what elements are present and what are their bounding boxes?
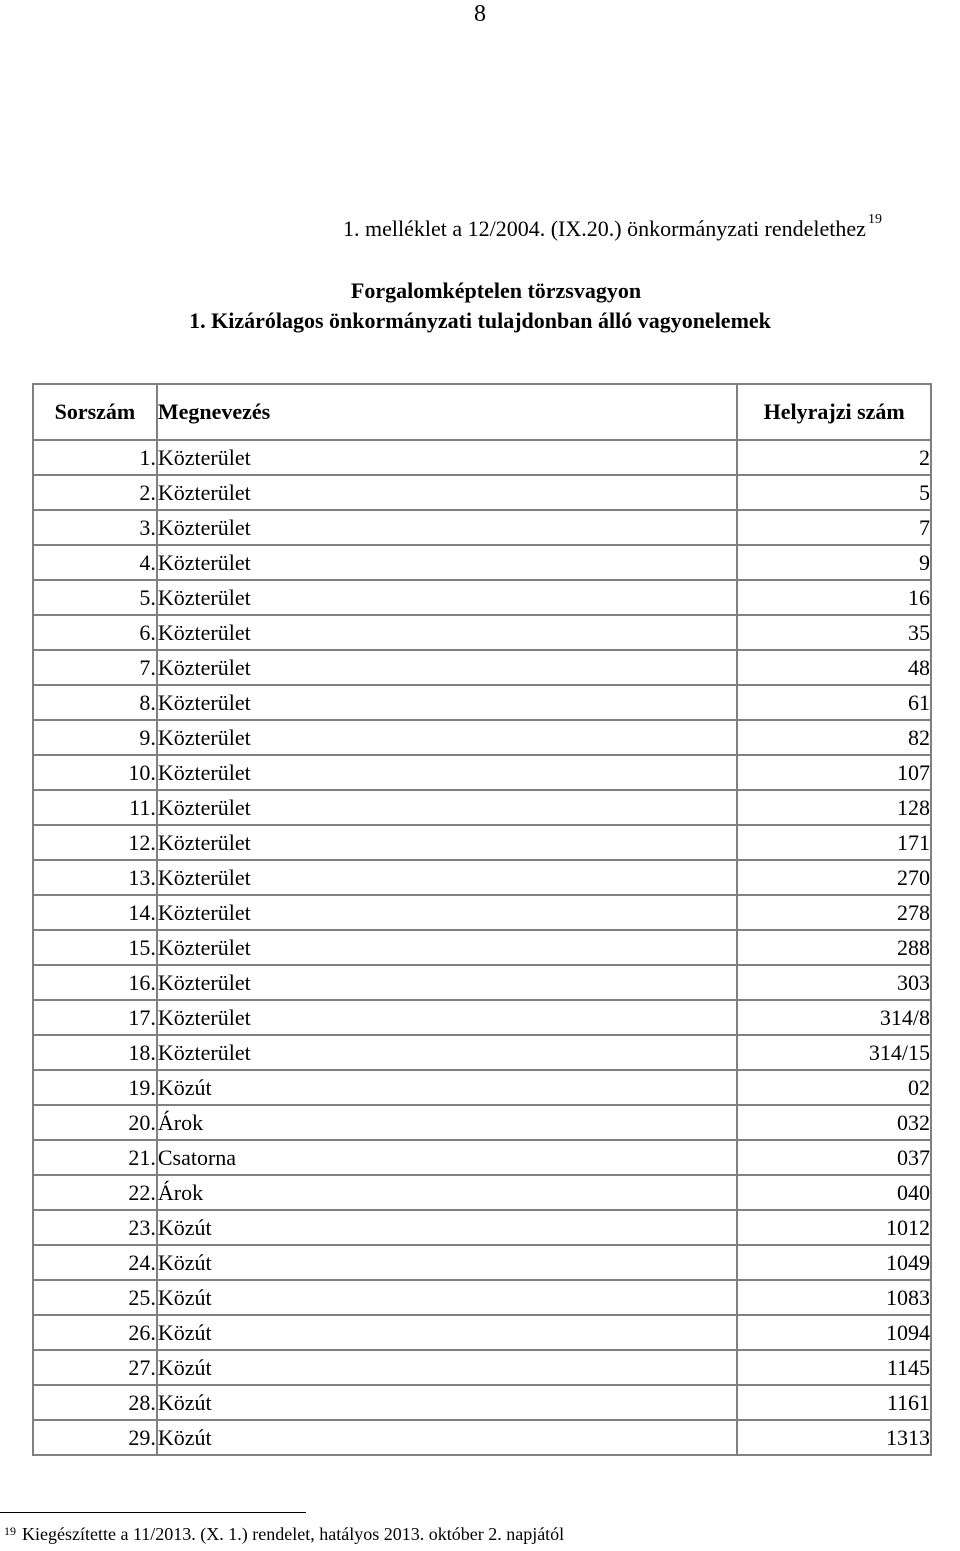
table-row — [33, 1245, 931, 1280]
table-row — [33, 1315, 931, 1350]
cell-serial: 20. — [33, 1105, 157, 1140]
table-body — [33, 440, 931, 1455]
cell-parcel: 1083 — [737, 1280, 931, 1315]
table-row — [33, 1105, 931, 1140]
footnote-number: 19 — [4, 1524, 16, 1538]
cell-parcel: 1145 — [737, 1350, 931, 1385]
table-row — [33, 1280, 931, 1315]
cell-serial: 24. — [33, 1245, 157, 1280]
table-row — [33, 440, 931, 475]
cell-name: Közterület — [157, 825, 737, 860]
table-row — [33, 930, 931, 965]
cell-name: Közterület — [157, 510, 737, 545]
cell-serial: 26. — [33, 1315, 157, 1350]
cell-name: Közterület — [157, 965, 737, 1000]
cell-serial: 2. — [33, 475, 157, 510]
cell-serial: 21. — [33, 1140, 157, 1175]
table-row — [33, 790, 931, 825]
table-row — [33, 1035, 931, 1070]
cell-name: Közút — [157, 1245, 737, 1280]
cell-name: Árok — [157, 1105, 737, 1140]
table-row — [33, 1350, 931, 1385]
table-row — [33, 895, 931, 930]
cell-name: Közút — [157, 1385, 737, 1420]
cell-parcel: 2 — [737, 440, 931, 475]
table-row — [33, 860, 931, 895]
footnote-text: Kiegészítette a 11/2013. (X. 1.) rendelet, hatályos 2013. október 2. napjától — [22, 1524, 565, 1544]
table-row — [33, 1210, 931, 1245]
cell-name: Közút — [157, 1070, 737, 1105]
table-row — [33, 685, 931, 720]
cell-serial: 15. — [33, 930, 157, 965]
cell-parcel: 61 — [737, 685, 931, 720]
cell-parcel: 1161 — [737, 1385, 931, 1420]
cell-parcel: 82 — [737, 720, 931, 755]
cell-serial: 25. — [33, 1280, 157, 1315]
cell-serial: 8. — [33, 685, 157, 720]
cell-serial: 17. — [33, 1000, 157, 1035]
cell-name: Közterület — [157, 1000, 737, 1035]
table-row — [33, 965, 931, 1000]
cell-parcel: 1012 — [737, 1210, 931, 1245]
cell-serial: 7. — [33, 650, 157, 685]
table-row — [33, 510, 931, 545]
cell-serial: 14. — [33, 895, 157, 930]
cell-serial: 3. — [33, 510, 157, 545]
table-row — [33, 580, 931, 615]
cell-name: Közút — [157, 1210, 737, 1245]
cell-name: Közterület — [157, 545, 737, 580]
cell-name: Árok — [157, 1175, 737, 1210]
cell-serial: 1. — [33, 440, 157, 475]
cell-parcel: 35 — [737, 615, 931, 650]
cell-name: Közterület — [157, 790, 737, 825]
cell-parcel: 032 — [737, 1105, 931, 1140]
table-header-row — [33, 384, 931, 440]
cell-serial: 16. — [33, 965, 157, 1000]
table-row — [33, 475, 931, 510]
table-row — [33, 1070, 931, 1105]
cell-parcel: 1313 — [737, 1420, 931, 1455]
cell-name: Közterület — [157, 930, 737, 965]
cell-serial: 22. — [33, 1175, 157, 1210]
cell-parcel: 278 — [737, 895, 931, 930]
cell-serial: 27. — [33, 1350, 157, 1385]
page-number: 8 — [474, 1, 486, 27]
cell-name: Közterület — [157, 895, 737, 930]
cell-serial: 28. — [33, 1385, 157, 1420]
column-header-parcel: Helyrajzi szám — [737, 384, 931, 440]
cell-serial: 4. — [33, 545, 157, 580]
table-row — [33, 1140, 931, 1175]
cell-serial: 23. — [33, 1210, 157, 1245]
cell-parcel: 1049 — [737, 1245, 931, 1280]
cell-parcel: 5 — [737, 475, 931, 510]
cell-serial: 10. — [33, 755, 157, 790]
cell-serial: 29. — [33, 1420, 157, 1455]
cell-name: Közút — [157, 1350, 737, 1385]
table-row — [33, 825, 931, 860]
cell-name: Közút — [157, 1420, 737, 1455]
cell-name: Közterület — [157, 755, 737, 790]
cell-name: Közterület — [157, 650, 737, 685]
asset-table — [32, 383, 932, 1456]
table-row — [33, 650, 931, 685]
cell-name: Közterület — [157, 685, 737, 720]
table-row — [33, 720, 931, 755]
table-row — [33, 1420, 931, 1455]
cell-name: Közterület — [157, 475, 737, 510]
table-row — [33, 755, 931, 790]
cell-parcel: 037 — [737, 1140, 931, 1175]
column-header-name: Megnevezés — [157, 384, 737, 440]
cell-parcel: 288 — [737, 930, 931, 965]
cell-parcel: 1094 — [737, 1315, 931, 1350]
subsection-heading: 1. Kizárólagos önkormányzati tulajdonban álló vagyonelemek — [189, 308, 771, 333]
cell-parcel: 270 — [737, 860, 931, 895]
cell-serial: 6. — [33, 615, 157, 650]
cell-parcel: 107 — [737, 755, 931, 790]
cell-parcel: 16 — [737, 580, 931, 615]
annex-title-text: 1. melléklet a 12/2004. (IX.20.) önkormányzati rendelethez — [343, 216, 866, 241]
table-row — [33, 1385, 931, 1420]
column-header-serial: Sorszám — [33, 384, 157, 440]
table-row — [33, 1000, 931, 1035]
cell-serial: 11. — [33, 790, 157, 825]
cell-parcel: 040 — [737, 1175, 931, 1210]
cell-parcel: 9 — [737, 545, 931, 580]
section-heading: Forgalomképtelen törzsvagyon — [350, 278, 642, 303]
footnote — [4, 1524, 564, 1545]
cell-parcel: 7 — [737, 510, 931, 545]
cell-parcel: 48 — [737, 650, 931, 685]
cell-parcel: 314/15 — [737, 1035, 931, 1070]
cell-serial: 5. — [33, 580, 157, 615]
cell-serial: 12. — [33, 825, 157, 860]
annex-title — [343, 212, 882, 242]
table-row — [33, 545, 931, 580]
cell-name: Csatorna — [157, 1140, 737, 1175]
table-row — [33, 615, 931, 650]
cell-name: Közterület — [157, 440, 737, 475]
cell-parcel: 303 — [737, 965, 931, 1000]
cell-parcel: 171 — [737, 825, 931, 860]
cell-name: Közterület — [157, 860, 737, 895]
cell-parcel: 128 — [737, 790, 931, 825]
footnote-reference[interactable]: 19 — [867, 212, 882, 227]
footnote-divider — [0, 1512, 306, 1513]
cell-serial: 9. — [33, 720, 157, 755]
cell-name: Közút — [157, 1280, 737, 1315]
cell-name: Közterület — [157, 720, 737, 755]
cell-name: Közút — [157, 1315, 737, 1350]
cell-serial: 19. — [33, 1070, 157, 1105]
table-row — [33, 1175, 931, 1210]
cell-name: Közterület — [157, 580, 737, 615]
cell-parcel: 314/8 — [737, 1000, 931, 1035]
cell-parcel: 02 — [737, 1070, 931, 1105]
cell-name: Közterület — [157, 615, 737, 650]
cell-name: Közterület — [157, 1035, 737, 1070]
cell-serial: 13. — [33, 860, 157, 895]
cell-serial: 18. — [33, 1035, 157, 1070]
